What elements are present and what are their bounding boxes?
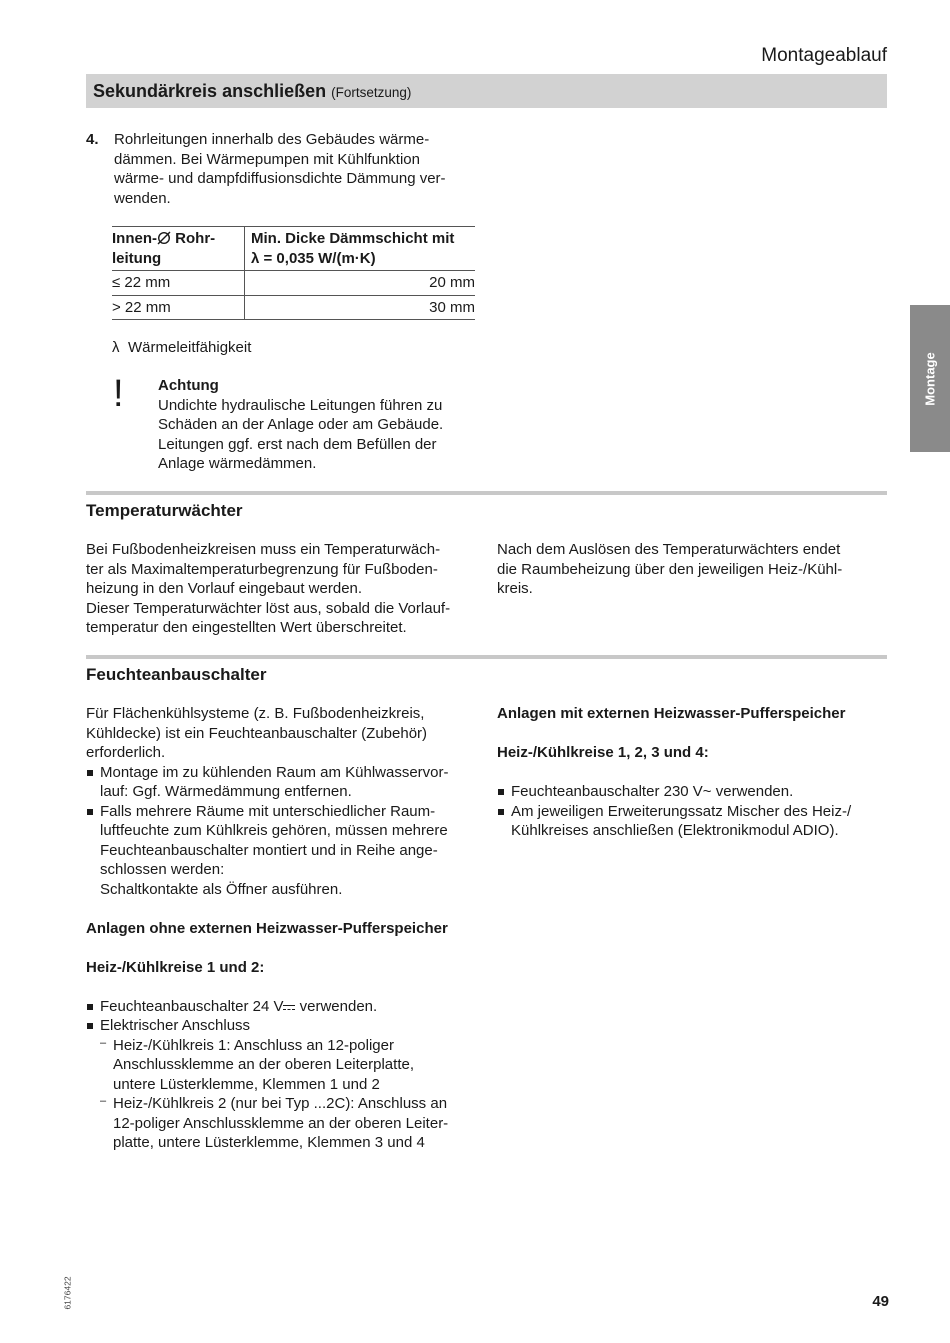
text-line: Nach dem Auslösen des Temperaturwächters endet [497, 541, 841, 558]
step-line: Rohrleitungen innerhalb des Gebäudes wärme- [114, 131, 430, 148]
circuits-1234-heading: Heiz-/Kühlkreise 1, 2, 3 und 4: [497, 744, 709, 761]
insulation-table [112, 226, 475, 320]
connection-sublist [100, 1036, 481, 1153]
step-line: wenden. [114, 189, 171, 207]
text-line: heizung in den Vorlauf eingebaut werden. [86, 580, 363, 597]
text-line: erforderlich. [86, 744, 166, 761]
header-min-thickness: Min. Dicke Dämmschicht mit λ = 0,035 W/(m·K) [245, 227, 476, 271]
text-line: Dieser Temperaturwächter löst aus, sobald die Vorlauf- [86, 599, 451, 617]
table-row [112, 295, 475, 320]
cell-diameter: > 22 mm [112, 295, 245, 320]
warning-icon: ! [113, 373, 124, 415]
text-line: die Raumbeheizung über den jeweiligen Heiz-/Kühl- [497, 560, 843, 578]
humidity-right-column [497, 704, 892, 841]
cell-diameter: ≤ 22 mm [112, 271, 245, 296]
list-item: Elektrischer Anschluss – Heiz-/Kühlkreis 1: Anschluss an 12-poliger Anschlussklemme an der oberen Leiterplatte, untere Lüsterklemme, Klemmen 1 und 2 – Heiz-/Kühlkreis 2 (nur bei Typ ...2C): Anschluss an 12-poliger Anschlussklemme an der oberen Leiter- platte, untere Lüsterklemme, Klemmen 3 und 4 [86, 1016, 481, 1153]
section-title-bar [86, 74, 887, 108]
circuits-1234-list [497, 782, 892, 841]
warning-line: Schäden an der Anlage oder am Gebäude. [158, 416, 444, 433]
page-number: 49 [872, 1293, 889, 1310]
step-number: 4. [86, 131, 99, 148]
warning-line: Undichte hydraulische Leitungen führen zu [158, 396, 443, 414]
humidity-left-column [86, 704, 481, 1153]
list-item: Am jeweiligen Erweiterungssatz Mischer des Heiz-/ Kühlkreises anschließen (Elektronikmodul ADIO). [497, 802, 892, 841]
circuits-12-list [86, 997, 481, 1153]
temp-right-column [497, 540, 892, 599]
text-line: ter als Maximaltemperaturbegrenzung für Fußboden- [86, 560, 438, 578]
with-buffer-heading: Anlagen mit externen Heizwasser-Pufferspeicher [497, 705, 846, 722]
temp-left-column [86, 540, 481, 638]
warning-line: Anlage wärmedämmen. [158, 455, 317, 472]
list-item: Feuchteanbauschalter 24 V verwenden. [86, 997, 481, 1017]
document-number: 6176422 [62, 1276, 73, 1310]
list-item: Falls mehrere Räume mit unterschiedlicher Raum- luftfeuchte zum Kühlkreis gehören, müssen mehrere Feuchteanbauschalter montiert und in Reihe ange- schlossen werden: Schaltkontakte als Öffner ausführen. [86, 802, 481, 900]
warning-line: Leitungen ggf. erst nach dem Befüllen der [158, 435, 437, 453]
section-title-subtitle: (Fortsetzung) [331, 85, 412, 100]
sublist-item: – Heiz-/Kühlkreis 2 (nur bei Typ ...2C): Anschluss an 12-poliger Anschlussklemme an der oberen Leiter- platte, untere Lüsterklemme, Klemmen 3 und 4 [100, 1094, 481, 1153]
section-divider [86, 655, 887, 659]
text-line: Bei Fußbodenheizkreisen muss ein Temperaturwäch- [86, 541, 441, 558]
section-title [93, 80, 411, 104]
mounting-list [86, 763, 481, 900]
table-row [112, 271, 475, 296]
side-tab-montage [910, 305, 950, 452]
dc-voltage-icon [283, 1001, 295, 1011]
list-item: Feuchteanbauschalter 230 V~ verwenden. [497, 782, 892, 802]
table-header-row [112, 227, 475, 271]
list-item: Montage im zu kühlenden Raum am Kühlwasservor- lauf: Ggf. Wärmedämmung entfernen. [86, 763, 481, 802]
text-line: Kühldecke) ist ein Feuchteanbauschalter (Zubehör) [86, 724, 428, 742]
cell-thickness: 20 mm [245, 271, 476, 296]
side-tab-label: Montage [922, 351, 938, 406]
running-header: Montageablauf [761, 45, 887, 66]
section-title-text: Sekundärkreis anschließen [93, 81, 327, 101]
warning-heading: Achtung [158, 377, 219, 394]
text-line: temperatur den eingestellten Wert überschreitet. [86, 619, 407, 636]
no-buffer-heading: Anlagen ohne externen Heizwasser-Pufferspeicher [86, 919, 448, 937]
step-line: dämmen. Bei Wärmepumpen mit Kühlfunktion [114, 150, 420, 168]
sublist-item: – Heiz-/Kühlkreis 1: Anschluss an 12-poliger Anschlussklemme an der oberen Leiterplatte, untere Lüsterklemme, Klemmen 1 und 2 [100, 1036, 481, 1095]
humidity-section-title: Feuchteanbauschalter [86, 665, 267, 684]
diameter-symbol-icon [157, 231, 171, 245]
lambda-symbol: λ [112, 339, 120, 356]
section-divider [86, 491, 887, 495]
step-text [114, 130, 474, 208]
table-legend [112, 338, 251, 358]
cell-thickness: 30 mm [245, 295, 476, 320]
temp-section-title: Temperaturwächter [86, 501, 243, 520]
text-line: kreis. [497, 580, 533, 597]
circuits-12-heading: Heiz-/Kühlkreise 1 und 2: [86, 958, 265, 976]
header-inner-diameter: Innen- Rohr- leitung [112, 227, 245, 271]
text-line: Für Flächenkühlsysteme (z. B. Fußbodenheizkreis, [86, 705, 425, 722]
warning-box [158, 376, 478, 474]
step-line: wärme- und dampfdiffusionsdichte Dämmung ver- [114, 170, 446, 187]
legend-text: Wärmeleitfähigkeit [128, 339, 252, 356]
